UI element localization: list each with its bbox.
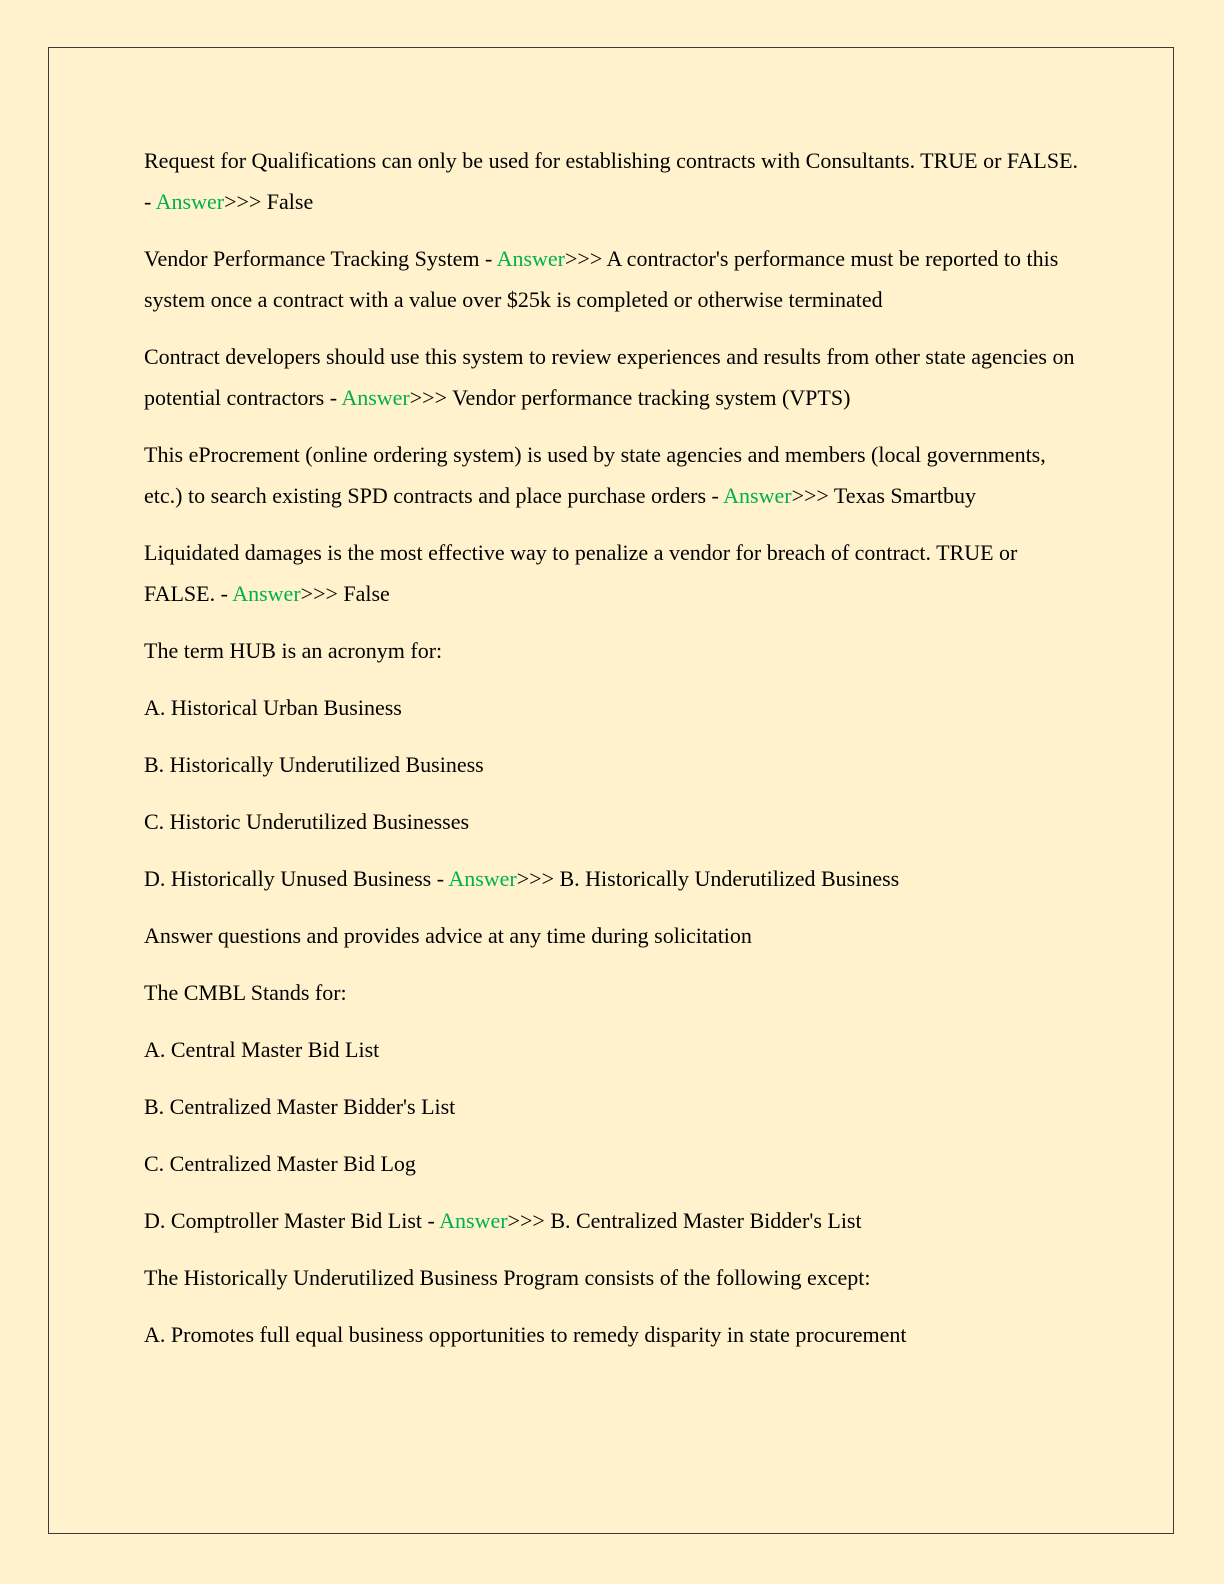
answer-label: Answer [341,385,410,410]
answer-text: >>> Texas Smartbuy [791,483,976,508]
question-text: Contract developers should use this system to review experiences and results from other state agencies on potential contractors - [144,344,1075,410]
option-line [144,1143,1089,1184]
option-text: B. Centralized Master Bidder's List [144,1094,456,1119]
option-text: A. Central Master Bid List [144,1037,380,1062]
question-text: The Historically Underutilized Business Program consists of the following except: [144,1265,871,1290]
qa-paragraph [144,336,1089,418]
qa-paragraph [144,140,1089,222]
answer-label: Answer [723,483,792,508]
option-line [144,687,1089,728]
answer-text: >>> B. Historically Underutilized Business [516,866,900,891]
qa-paragraph [144,532,1089,614]
qa-paragraph [144,238,1089,320]
question-stem [144,972,1089,1013]
answer-text: >>> Vendor performance tracking system (VPTS) [409,385,851,410]
answer-label: Answer [439,1208,508,1233]
option-text: D. Comptroller Master Bid List - [144,1208,440,1233]
question-stem [144,1257,1089,1298]
question-text: The CMBL Stands for: [144,980,347,1005]
answer-text: >>> False [300,581,390,606]
answer-label: Answer [232,581,301,606]
qa-paragraph [144,1200,1089,1241]
option-text: D. Historically Unused Business - [144,866,449,891]
question-text: Answer questions and provides advice at any time during solicitation [144,923,752,948]
question-text: Vendor Performance Tracking System - [144,246,497,271]
question-stem [144,630,1089,671]
option-text: A. Historical Urban Business [144,695,402,720]
answer-text: >>> B. Centralized Master Bidder's List [507,1208,862,1233]
question-text: This eProcrement (online ordering system) is used by state agencies and members (local governments, etc.) to search existing SPD contracts and place purchase orders - [144,442,1046,508]
option-text: C. Centralized Master Bid Log [144,1151,416,1176]
question-text: Liquidated damages is the most effective way to penalize a vendor for breach of contract. TRUE or FALSE. - [144,540,1018,606]
option-line [144,801,1089,842]
answer-label: Answer [155,189,225,214]
option-line [144,1029,1089,1070]
option-line [144,1314,1089,1355]
option-text: A. Promotes full equal business opportunities to remedy disparity in state procurement [144,1322,907,1347]
document-body [144,140,1089,1371]
answer-label: Answer [448,866,517,891]
qa-paragraph [144,434,1089,516]
qa-paragraph [144,858,1089,899]
answer-text: >>> False [224,189,314,214]
option-line [144,1086,1089,1127]
option-text: C. Historic Underutilized Businesses [144,809,470,834]
question-text: Request for Qualifications can only be used for establishing contracts with Consultants. TRUE or FALSE. - [144,148,1079,214]
option-text: B. Historically Underutilized Business [144,752,484,777]
question-text: The term HUB is an acronym for: [144,638,443,663]
answer-text: >>> A contractor's performance must be reported to this system once a contract with a value over $25k is completed or otherwise terminated [144,246,1059,312]
question-stem [144,915,1089,956]
answer-label: Answer [496,246,565,271]
option-line [144,744,1089,785]
